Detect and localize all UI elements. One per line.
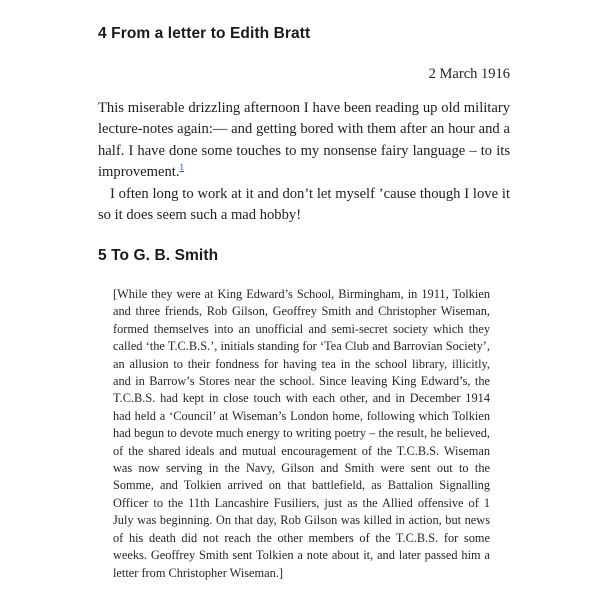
letter-paragraph-1	[98, 98, 510, 183]
editorial-note: [While they were at King Edward’s School, Birmingham, in 1911, Tolkien and three friends, Rob Gilson, Geoffrey Smith and Christopher Wiseman, formed themselves into an unofficial and semi-secret society which they called ‘the T.C.B.S.’, initials standing for ‘Tea Club and Barrovian Society’, an allusion to their fondness for having tea in the school library, illicitly, and in Barrow’s Stores near the school. Since leaving King Edward’s, the T.C.B.S. had kept in close touch with each other, and in December 1914 had held a ‘Council’ at Wiseman’s London home, following which Tolkien had begun to devote much energy to writing poetry – the result, he believed, of the shared ideals and mutual encouragement of the T.C.B.S. Wiseman was now serving in the Navy, Gilson and Smith were sent out to the Somme, and Tolkien arrived on that battlefield, as Battalion Signalling Officer to the 11th Lancashire Fusiliers, just as the Allied offensive of 1 July was beginning. On that day, Rob Gilson was killed in action, but news of his death did not reach the other members of the T.C.B.S. for some weeks. Geoffrey Smith sent Tolkien a note about it, and later passed him a letter from Christopher Wiseman.]	[113, 287, 490, 580]
letter-5-heading: 5 To G. B. Smith	[98, 247, 219, 264]
letter-4-heading: 4 From a letter to Edith Bratt	[98, 25, 311, 42]
letter-paragraph-1-text: This miserable drizzling afternoon I have been reading up old military lecture-notes again:— and getting bored with them after an hour and a half. I have done some touches to my nonsense fairy language – to its improvement.	[98, 100, 510, 180]
letter-paragraph-2: I often long to work at it and don’t let myself ’cause though I love it so it does seem such a mad hobby!	[98, 186, 510, 224]
footnote-link[interactable]: 1	[179, 161, 184, 172]
letter-date: 2 March 1916	[428, 66, 510, 82]
